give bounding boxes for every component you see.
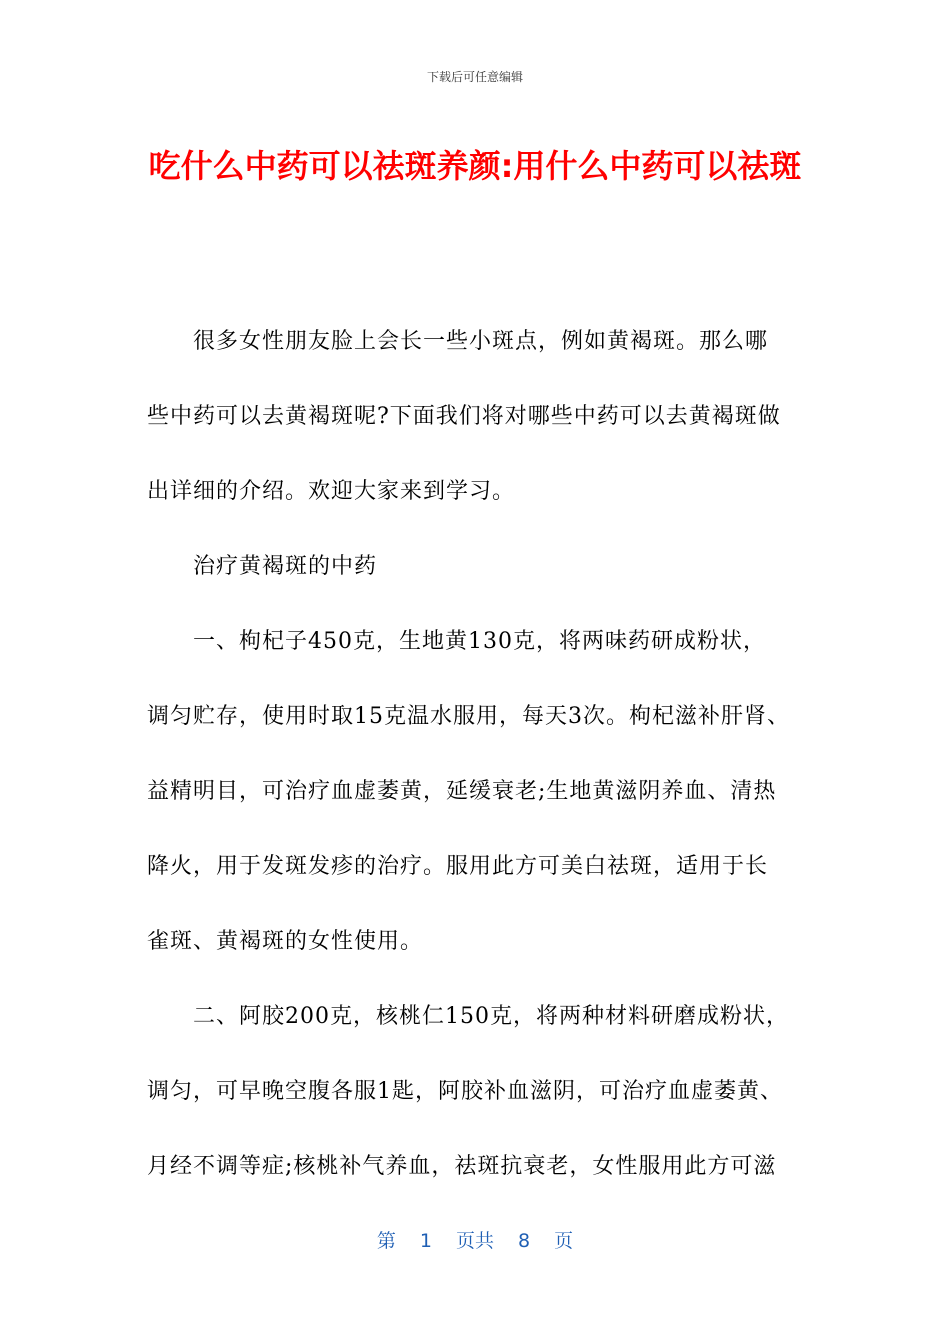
footer-suffix: 页 — [554, 1230, 574, 1252]
paragraph-line: 雀斑、黄褐斑的女性使用。 — [147, 929, 424, 954]
paragraph-line: 二、阿胶200克，核桃仁150克，将两种材料研磨成粉状， — [193, 1004, 789, 1029]
footer-total-pages: 8 — [518, 1230, 531, 1252]
document-body — [147, 322, 812, 1222]
paragraph-line: 出详细的介绍。欢迎大家来到学习。 — [147, 479, 516, 504]
paragraph-line: 很多女性朋友脸上会长一些小斑点，例如黄褐斑。那么哪 — [193, 329, 769, 354]
header-note: 下载后可任意编辑 — [426, 70, 523, 84]
page-footer — [0, 1226, 950, 1253]
footer-current-page: 1 — [419, 1230, 432, 1252]
footer-middle: 页共 — [455, 1230, 494, 1252]
paragraph-line: 月经不调等症;核桃补气养血，祛斑抗衰老，女性服用此方可滋 — [147, 1154, 777, 1179]
footer-prefix: 第 — [376, 1230, 396, 1252]
paragraph-line: 调匀，可早晚空腹各服1匙，阿胶补血滋阴，可治疗血虚萎黄、 — [147, 1079, 783, 1104]
paragraph-line: 调匀贮存，使用时取15克温水服用，每天3次。枸杞滋补肝肾、 — [147, 704, 790, 729]
paragraph-line: 降火，用于发斑发疹的治疗。服用此方可美白祛斑，适用于长 — [147, 854, 769, 879]
paragraph-line: 一、枸杞子450克，生地黄130克，将两味药研成粉状， — [193, 629, 766, 654]
document-title: 吃什么中药可以祛斑养颜:用什么中药可以祛斑 — [148, 147, 802, 185]
paragraph-line: 些中药可以去黄褐斑呢?下面我们将对哪些中药可以去黄褐斑做 — [147, 404, 781, 429]
section-heading: 治疗黄褐斑的中药 — [193, 554, 378, 579]
paragraph-line: 益精明目，可治疗血虚萎黄，延缓衰老;生地黄滋阴养血、清热 — [147, 779, 777, 804]
